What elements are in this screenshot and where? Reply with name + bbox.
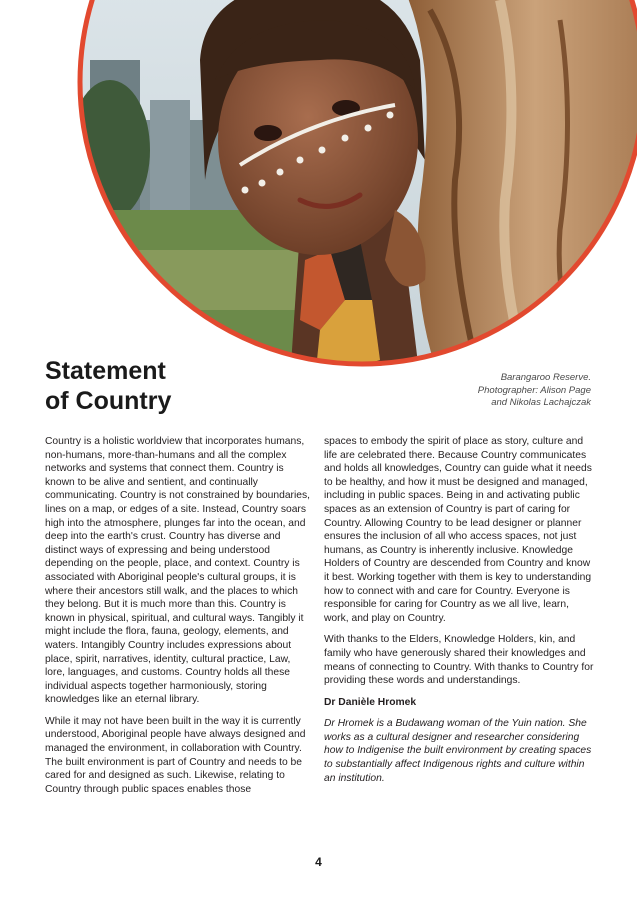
page-title: Statement of Country: [45, 357, 172, 415]
page-number: 4: [315, 855, 322, 869]
right-column: [324, 435, 594, 793]
author-name: Dr Danièle Hromek: [324, 696, 417, 708]
body-paragraph: Country is a holistic worldview that incorporates humans, non-humans, more-than-humans and all the complex networks and systems that connect them. Country is known to be alive and sentient, and continually communicating. Country is not constrained by boundaries, lines on a map, or edges of a site. Instead, Country soars high into the atmosphere, plunges far into the ocean, and deep into the earth's crust. Country has diverse and distinct ways of expressing and being understood depending on the people, place, and context. Country is associated with Aboriginal people's cultural groups, it is where their ancestors still walk, and the places to which they belong. But it is much more than this. Country is known in physical, spiritual, and cultural ways. Tangibly it might include the flora, fauna, geology, elements, and waters. Intangibly Country includes expressions about place, spirit, narratives, identity, cultural practice, Law, lore, languages, and customs. Country holds all these individual aspects together harmoniously, storing knowledges like an eternal library.: [45, 436, 310, 706]
left-column: [45, 435, 310, 804]
body-paragraph: spaces to embody the spirit of place as story, culture and life are celebrated there. Because Country communicates and holds all knowledges, Country can guide what it needs to be healthy, and how it must be designed and managed, including in public spaces. Being in and activating public spaces as an extension of Country is part of caring for Country. Allowing Country to be lead designer or planner ensures the inclusion of all who access spaces, not just humans, as Country is inherently inclusive. Knowledge Holders of Country are descended from Country and know it best. Working together with them is key to understanding how to connect with and care for Country. Everyone is responsible for caring for Country as we all live, learn, work, and play on Country.: [324, 436, 592, 624]
photo-caption: Barangaroo Reserve. Photographer: Alison Page and Nikolas Lachajczak: [477, 372, 591, 408]
hero-photo: [0, 0, 637, 380]
body-paragraph: While it may not have been built in the way it is currently understood, Aboriginal people have always designed and managed the environment, in collaboration with Country. The built environment is part of Country and needs to be cared for and designed as such. Likewise, relating to Country through public spaces enables those: [45, 715, 306, 795]
child-at-tree-photo-icon: [0, 0, 637, 380]
author-bio: Dr Hromek is a Budawang woman of the Yuin nation. She works as a cultural designer and researcher considering how to Indigenise the built environment by creating spaces to substantially affect Indigenous rights and culture within an institution.: [324, 718, 592, 784]
acknowledgement-paragraph: With thanks to the Elders, Knowledge Holders, kin, and family who have generously shared their knowledges and means of connecting to Country. With thanks to Country for providing these words and understandings.: [324, 634, 594, 687]
